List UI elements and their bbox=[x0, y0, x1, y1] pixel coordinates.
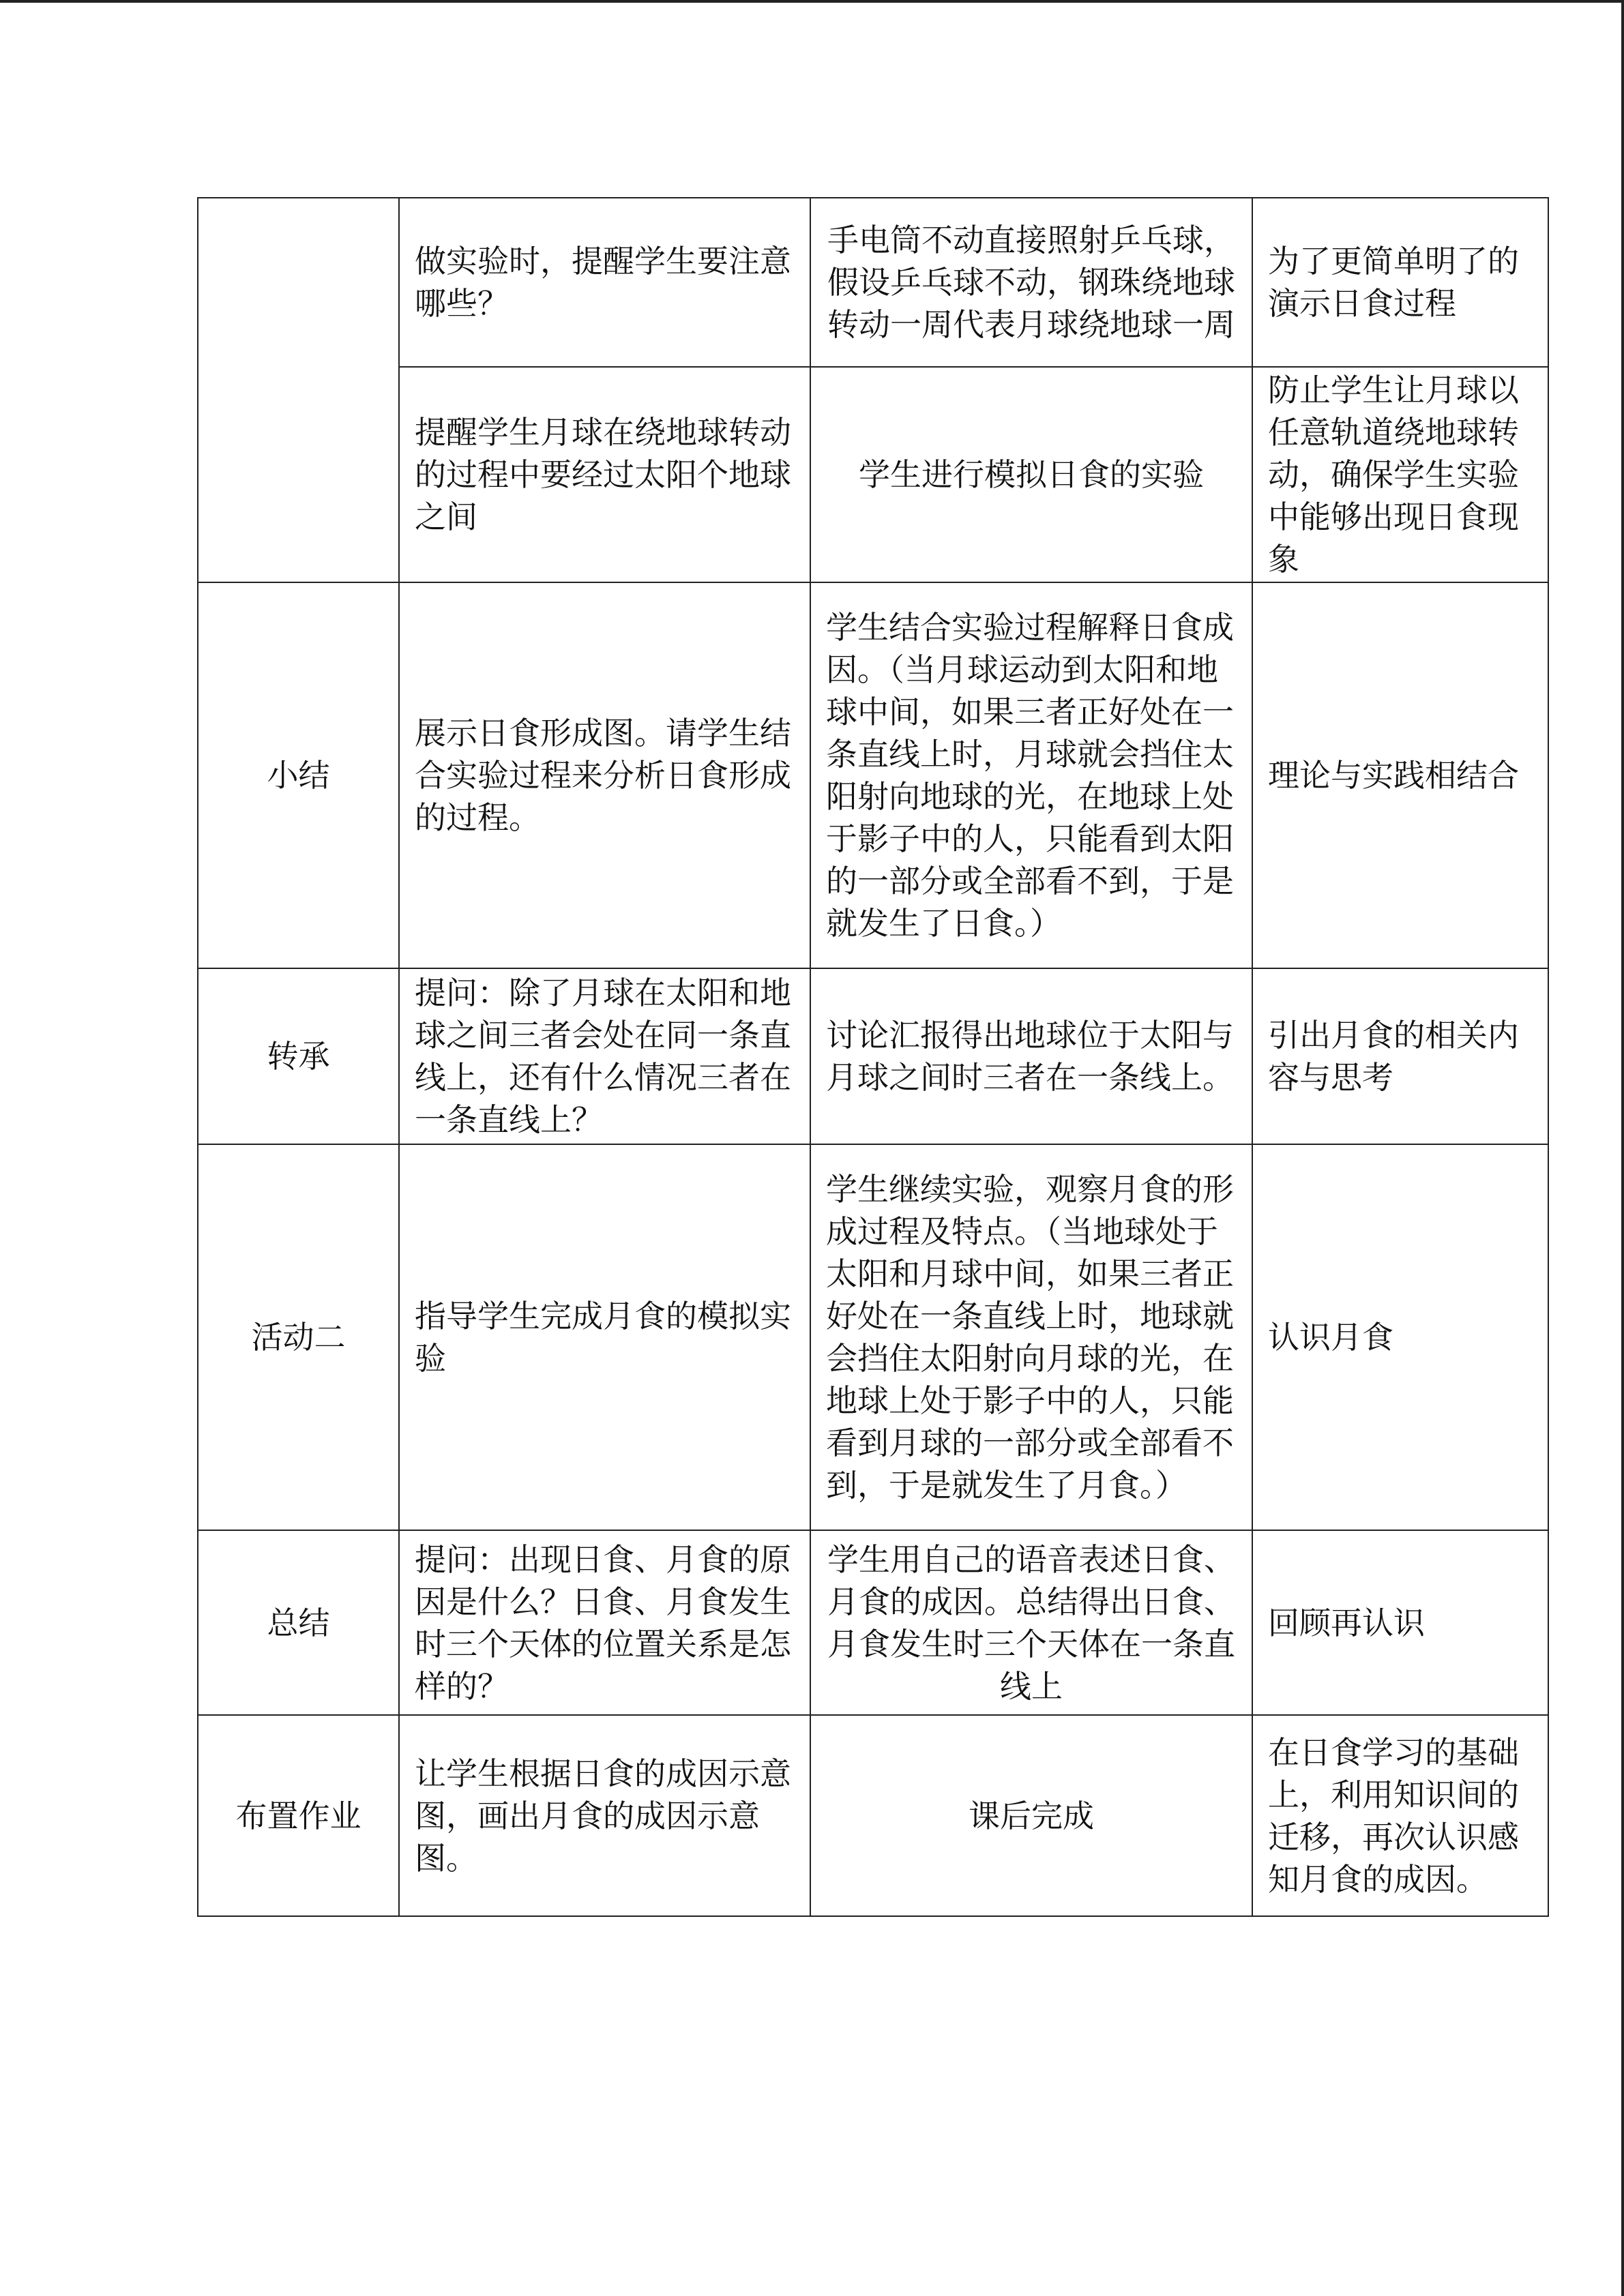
student-activity-cell: 学生进行模拟日食的实验 bbox=[810, 367, 1252, 582]
teacher-activity-cell: 做实验时，提醒学生要注意哪些？ bbox=[399, 198, 810, 367]
design-intent-cell: 为了更简单明了的演示日食过程 bbox=[1252, 198, 1548, 367]
teacher-activity-cell: 指导学生完成月食的模拟实验 bbox=[399, 1144, 810, 1530]
page-border-top bbox=[0, 0, 1624, 3]
table-row bbox=[198, 1715, 1548, 1916]
stage-cell bbox=[198, 198, 399, 582]
student-activity-cell: 学生用自己的语音表述日食、月食的成因。总结得出日食、月食发生时三个天体在一条直线上 bbox=[810, 1530, 1252, 1715]
design-intent-cell: 回顾再认识 bbox=[1252, 1530, 1548, 1715]
table-row bbox=[198, 1144, 1548, 1530]
lesson-plan-table bbox=[197, 197, 1549, 1917]
table-row bbox=[198, 582, 1548, 968]
stage-cell: 转承 bbox=[198, 968, 399, 1144]
teacher-activity-cell: 提醒学生月球在绕地球转动的过程中要经过太阳个地球之间 bbox=[399, 367, 810, 582]
teacher-activity-cell: 展示日食形成图。请学生结合实验过程来分析日食形成的过程。 bbox=[399, 582, 810, 968]
student-activity-cell: 讨论汇报得出地球位于太阳与月球之间时三者在一条线上。 bbox=[810, 968, 1252, 1144]
table-row bbox=[198, 198, 1548, 367]
student-activity-cell: 学生继续实验，观察月食的形成过程及特点。（当地球处于太阳和月球中间，如果三者正好处在一条直线上时，地球就会挡住太阳射向月球的光，在地球上处于影子中的人，只能看到月球的一部分或全部看不到，于是就发生了月食。） bbox=[810, 1144, 1252, 1530]
table-row bbox=[198, 968, 1548, 1144]
student-activity-cell: 学生结合实验过程解释日食成因。（当月球运动到太阳和地球中间，如果三者正好处在一条直线上时，月球就会挡住太阳射向地球的光，在地球上处于影子中的人，只能看到太阳的一部分或全部看不到，于是就发生了日食。） bbox=[810, 582, 1252, 968]
design-intent-cell: 引出月食的相关内容与思考 bbox=[1252, 968, 1548, 1144]
design-intent-cell: 认识月食 bbox=[1252, 1144, 1548, 1530]
design-intent-cell: 理论与实践相结合 bbox=[1252, 582, 1548, 968]
teacher-activity-cell: 提问：除了月球在太阳和地球之间三者会处在同一条直线上，还有什么情况三者在一条直线上？ bbox=[399, 968, 810, 1144]
student-activity-cell: 手电筒不动直接照射乒乓球，假设乒乓球不动，钢珠绕地球转动一周代表月球绕地球一周 bbox=[810, 198, 1252, 367]
teacher-activity-cell: 让学生根据日食的成因示意图，画出月食的成因示意图。 bbox=[399, 1715, 810, 1916]
stage-cell: 总结 bbox=[198, 1530, 399, 1715]
design-intent-cell: 在日食学习的基础上，利用知识间的迁移，再次认识感知月食的成因。 bbox=[1252, 1715, 1548, 1916]
student-activity-cell: 课后完成 bbox=[810, 1715, 1252, 1916]
table-row bbox=[198, 1530, 1548, 1715]
stage-cell: 布置作业 bbox=[198, 1715, 399, 1916]
table-row bbox=[198, 367, 1548, 582]
stage-cell: 小结 bbox=[198, 582, 399, 968]
design-intent-cell: 防止学生让月球以任意轨道绕地球转动，确保学生实验中能够出现日食现象 bbox=[1252, 367, 1548, 582]
stage-cell: 活动二 bbox=[198, 1144, 399, 1530]
teacher-activity-cell: 提问：出现日食、月食的原因是什么？日食、月食发生时三个天体的位置关系是怎样的？ bbox=[399, 1530, 810, 1715]
page-border-right bbox=[1621, 0, 1624, 2296]
